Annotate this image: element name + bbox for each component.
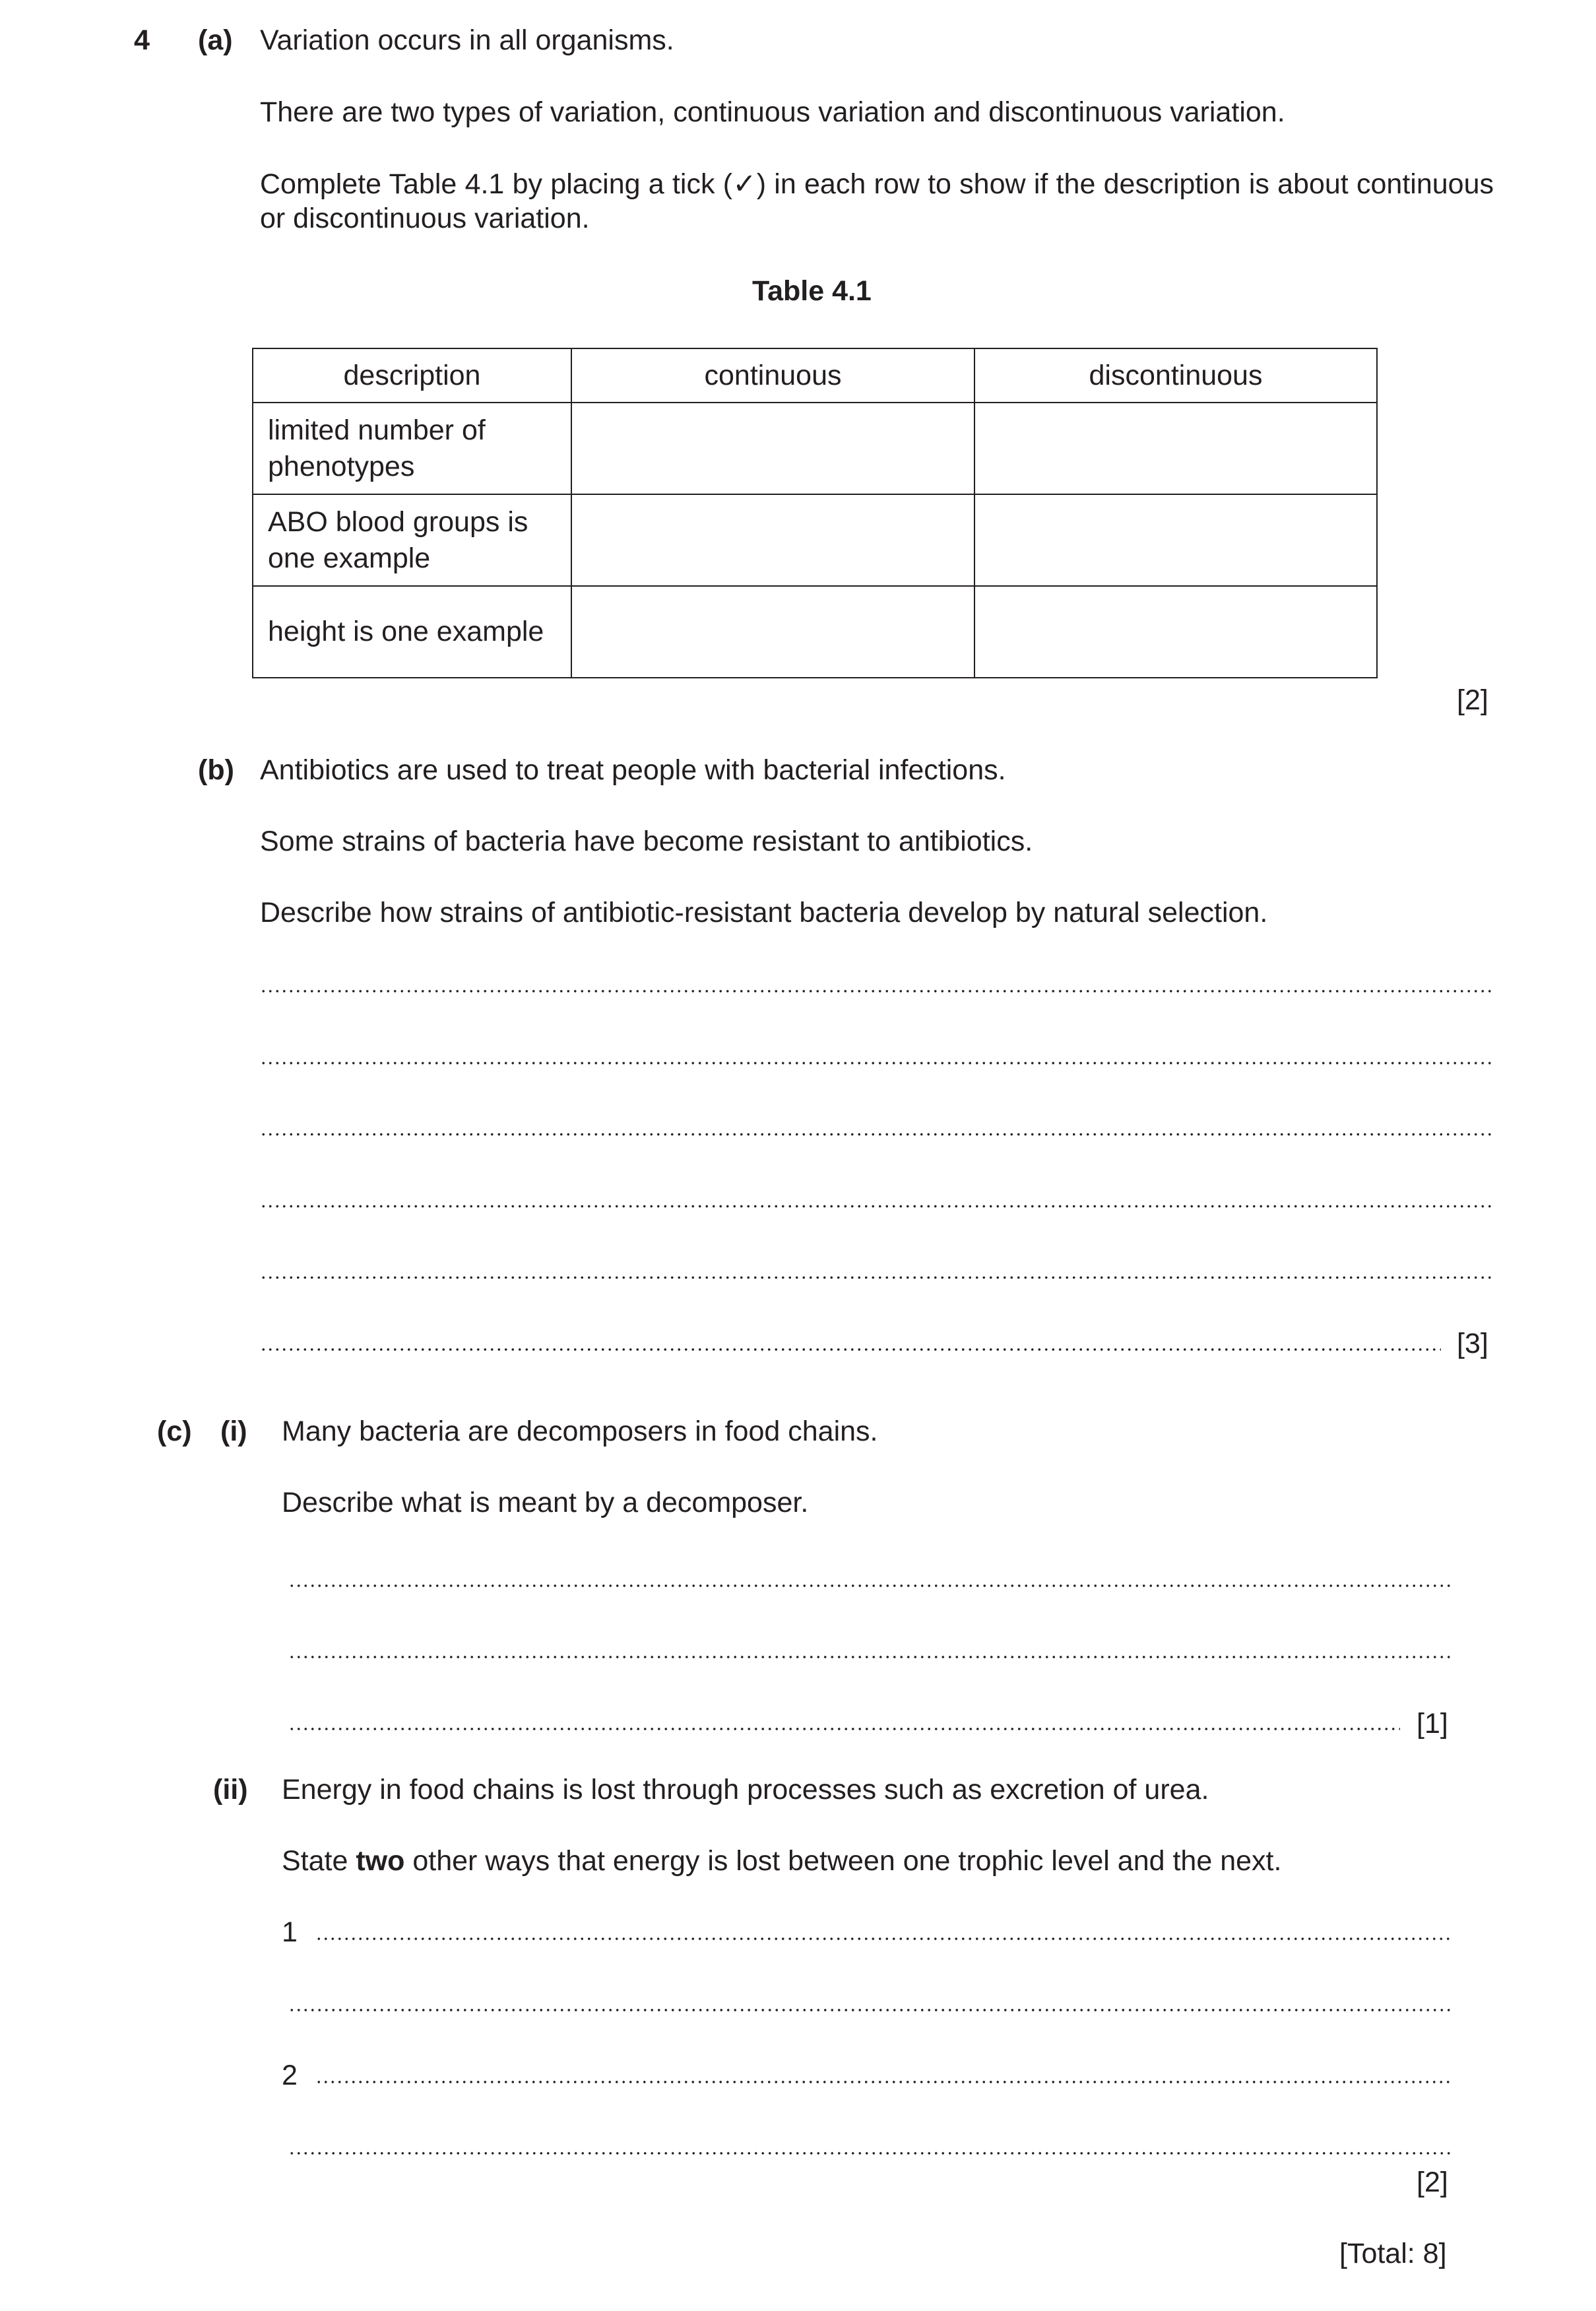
discontinuous-tick-cell[interactable] bbox=[974, 403, 1377, 494]
answer-line[interactable] bbox=[288, 2152, 1453, 2155]
answer-line[interactable] bbox=[260, 1062, 1494, 1064]
continuous-tick-cell[interactable] bbox=[571, 403, 974, 494]
continuous-tick-cell[interactable] bbox=[571, 586, 974, 678]
table-header-row bbox=[253, 348, 1377, 403]
answer-line[interactable] bbox=[315, 1937, 1453, 1940]
part-a-marks: [2] bbox=[1457, 684, 1488, 716]
question-number: 4 bbox=[134, 24, 150, 56]
part-b-marks: [3] bbox=[1457, 1328, 1488, 1359]
answer-line[interactable] bbox=[260, 1205, 1494, 1208]
discontinuous-tick-cell[interactable] bbox=[974, 494, 1377, 586]
part-b-line2: Some strains of bacteria have become resistant to antibiotics. bbox=[260, 826, 1033, 857]
total-marks: [Total: 8] bbox=[1339, 2238, 1447, 2269]
continuous-tick-cell[interactable] bbox=[571, 494, 974, 586]
answer-line[interactable] bbox=[260, 990, 1494, 993]
part-a-instruction: Complete Table 4.1 by placing a tick (✓) in each row to show if the description is about continuous or discontinuous variation. bbox=[260, 168, 1494, 234]
answer-line[interactable] bbox=[288, 1584, 1453, 1587]
discontinuous-tick-cell[interactable] bbox=[974, 586, 1377, 678]
part-c-ii-line2: State two other ways that energy is lost between one trophic level and the next. bbox=[282, 1845, 1282, 1877]
answer-number-2: 2 bbox=[282, 2060, 298, 2091]
part-c-ii-line1: Energy in food chains is lost through processes such as excretion of urea. bbox=[282, 1774, 1209, 1806]
part-c-i-marks: [1] bbox=[1417, 1708, 1448, 1740]
answer-line[interactable] bbox=[288, 1728, 1400, 1730]
row-description: height is one example bbox=[253, 586, 571, 678]
row-description: ABO blood groups is one example bbox=[253, 494, 571, 586]
part-c-ii-marks: [2] bbox=[1417, 2166, 1448, 2198]
variation-table bbox=[252, 348, 1378, 678]
part-a-line1: Variation occurs in all organisms. bbox=[260, 24, 674, 56]
header-discontinuous: discontinuous bbox=[974, 348, 1377, 403]
header-continuous: continuous bbox=[571, 348, 974, 403]
answer-number-1: 1 bbox=[282, 1916, 298, 1948]
part-b-line1: Antibiotics are used to treat people with bacterial infections. bbox=[260, 754, 1006, 786]
part-c-i-line2: Describe what is meant by a decomposer. bbox=[282, 1487, 809, 1518]
answer-line[interactable] bbox=[315, 2081, 1453, 2083]
answer-line[interactable] bbox=[260, 1348, 1441, 1351]
part-b-line3: Describe how strains of antibiotic-resistant bacteria develop by natural selection. bbox=[260, 897, 1268, 928]
part-b-label: (b) bbox=[198, 754, 234, 786]
answer-line[interactable] bbox=[288, 1656, 1453, 1658]
table-title: Table 4.1 bbox=[752, 275, 872, 307]
part-c-ii-label: (ii) bbox=[213, 1774, 248, 1806]
header-description: description bbox=[253, 348, 571, 403]
table-row bbox=[253, 586, 1377, 678]
table-row bbox=[253, 494, 1377, 586]
part-c-label: (c) bbox=[157, 1416, 192, 1447]
answer-line[interactable] bbox=[260, 1276, 1494, 1279]
part-c-i-label: (i) bbox=[220, 1416, 247, 1447]
table-row bbox=[253, 403, 1377, 494]
part-c-i-line1: Many bacteria are decomposers in food chains. bbox=[282, 1416, 878, 1447]
part-a-label: (a) bbox=[198, 24, 233, 56]
part-a-line2: There are two types of variation, continuous variation and discontinuous variation. bbox=[260, 96, 1285, 128]
answer-line[interactable] bbox=[260, 1133, 1494, 1136]
answer-line[interactable] bbox=[288, 2009, 1453, 2011]
row-description: limited number of phenotypes bbox=[253, 403, 571, 494]
